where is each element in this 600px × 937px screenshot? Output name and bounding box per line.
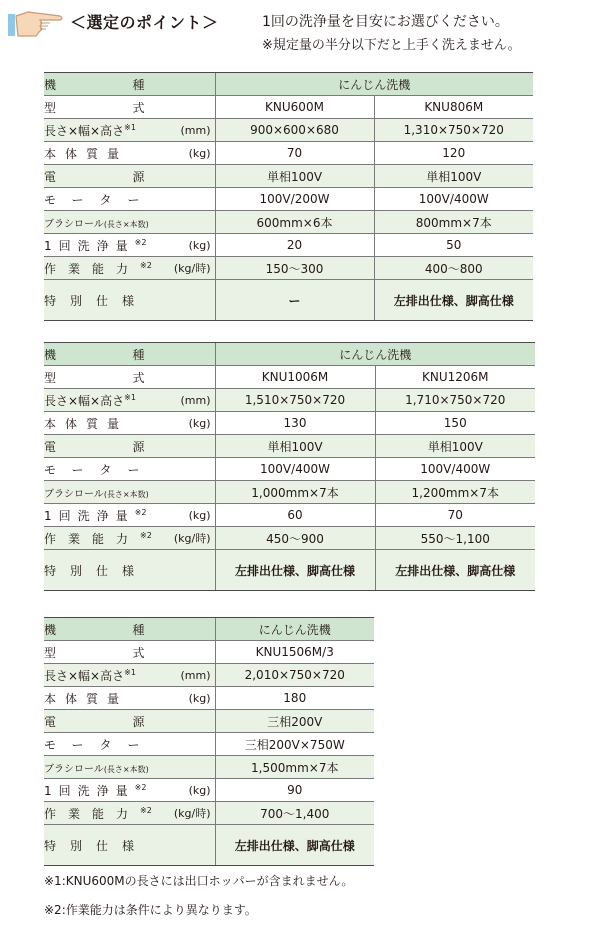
row-special: 特別仕様 左排出仕様、脚高仕様 左排出仕様、脚高仕様: [44, 550, 535, 591]
row-capacity: 1回洗浄量$^{※2}$ (kg) 20 50: [44, 234, 533, 257]
row-machine: 機 種 にんじん洗機: [44, 343, 535, 366]
row-brush: ブラシロール(長さ×本数) 1,000mm×7本 1,200mm×7本: [44, 481, 535, 504]
row-power: 電 源 三相200V: [44, 710, 374, 733]
row-size: 長さ×幅×高さ$^{※1}$ (mm) 1,510×750×720 1,710×750×720: [44, 389, 535, 412]
pointing-hand-icon: [6, 6, 66, 42]
row-machine: 機 種 にんじん洗機: [44, 618, 374, 641]
row-power: 電 源 単相100V 単相100V: [44, 435, 535, 458]
spec-table-3: [44, 617, 374, 866]
row-machine: 機 種 にんじん洗機: [44, 73, 533, 96]
machine-name: にんじん洗機: [215, 73, 533, 96]
row-model: 型 式 KNU1506M/3: [44, 641, 374, 664]
point-title: ＜選定のポイント＞: [70, 13, 219, 32]
row-power: 電 源 単相100V 単相100V: [44, 165, 533, 188]
footnote-1: ※1:KNU600Mの長さには出口ホッパーが含まれません。: [44, 874, 354, 888]
row-performance: 作業能力$^{※2}$ (kg/時) 450～900 550～1,100: [44, 527, 535, 550]
row-size: 長さ×幅×高さ$^{※1}$ (mm) 2,010×750×720: [44, 664, 374, 687]
row-size: 長さ×幅×高さ$^{※1}$ (mm) 900×600×680 1,310×750×720: [44, 119, 533, 142]
point-note: ※規定量の半分以下だと上手く洗えません。: [262, 38, 521, 53]
machine-name: にんじん洗機: [215, 343, 535, 366]
selection-point-header: [0, 0, 600, 58]
row-motor: モーター 三相200V×750W: [44, 733, 374, 756]
row-brush: ブラシロール(長さ×本数) 1,500mm×7本: [44, 756, 374, 779]
row-capacity: 1回洗浄量$^{※2}$ (kg) 90: [44, 779, 374, 802]
row-performance: 作業能力$^{※2}$ (kg/時) 700～1,400: [44, 802, 374, 825]
row-brush: ブラシロール(長さ×本数) 600mm×6本 800mm×7本: [44, 211, 533, 234]
model-cell: KNU600M: [215, 96, 374, 119]
row-special: 特別仕様 左排出仕様、脚高仕様: [44, 825, 374, 866]
row-model: 型 式 KNU600M KNU806M: [44, 96, 533, 119]
spec-table-1: [44, 72, 533, 321]
row-motor: モーター 100V/400W 100V/400W: [44, 458, 535, 481]
model-cell: KNU806M: [374, 96, 533, 119]
row-model: 型 式 KNU1006M KNU1206M: [44, 366, 535, 389]
spec-table-2: [44, 342, 535, 591]
footnote-2: ※2:作業能力は条件により異なります。: [44, 903, 257, 917]
row-mass: 本体質量 (kg) 180: [44, 687, 374, 710]
row-performance: 作業能力$^{※2}$ (kg/時) 150～300 400～800: [44, 257, 533, 280]
row-mass: 本体質量 (kg) 130 150: [44, 412, 535, 435]
row-special: 特別仕様 ー 左排出仕様、脚高仕様: [44, 280, 533, 321]
row-motor: モーター 100V/200W 100V/400W: [44, 188, 533, 211]
row-capacity: 1回洗浄量$^{※2}$ (kg) 60 70: [44, 504, 535, 527]
point-description: 1回の洗浄量を目安にお選びください。: [262, 14, 509, 30]
row-mass: 本体質量 (kg) 70 120: [44, 142, 533, 165]
